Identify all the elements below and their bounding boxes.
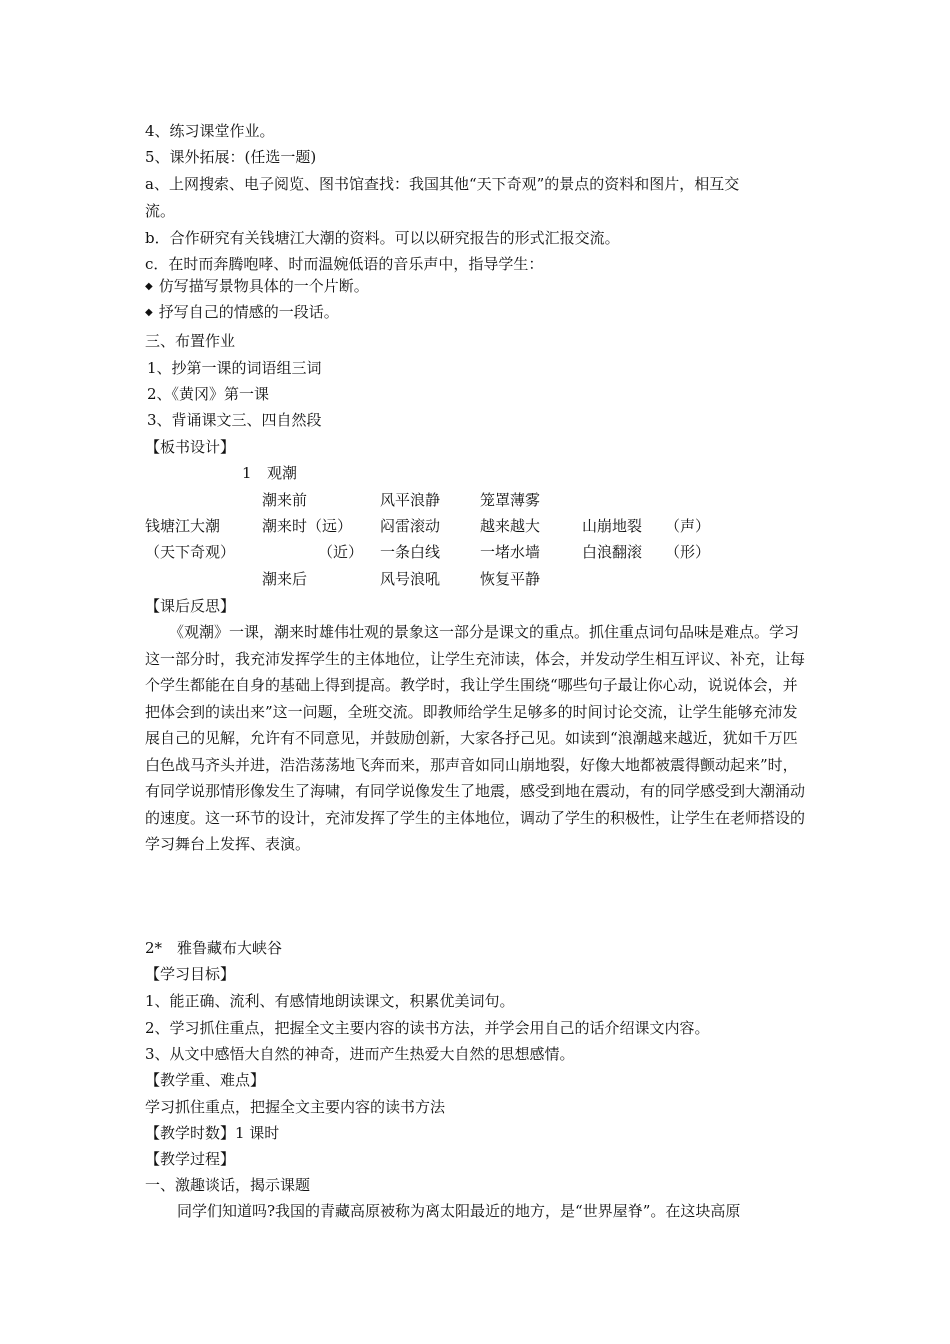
board-left-main: 钱塘江大潮 bbox=[145, 517, 221, 535]
board-phase: 潮来后 bbox=[262, 570, 308, 588]
reflection-heading: 【课后反思】 bbox=[145, 597, 236, 615]
bullet-item: ◆ 抒写自己的情感的一段话。 bbox=[145, 302, 339, 325]
board-cell: 风号浪吼 bbox=[380, 570, 441, 588]
homework-item: 2、《黄冈》第一课 bbox=[147, 385, 270, 403]
key-heading: 【教学重、难点】 bbox=[145, 1071, 266, 1089]
intro-line: 同学们知道吗?我国的青藏高原被称为离太阳最近的地方，是“世界屋脊”。在这块高原 bbox=[177, 1202, 741, 1220]
goal-item: 2、学习抓住重点，把握全文主要内容的读书方法，并学会用自己的话介绍课文内容。 bbox=[145, 1019, 710, 1037]
text-line: 5、课外拓展：(任选一题) bbox=[145, 148, 317, 166]
board-cell: （形） bbox=[665, 543, 711, 561]
board-cell: 恢复平静 bbox=[480, 570, 541, 588]
text-line: b．合作研究有关钱塘江大潮的资料。可以以研究报告的形式汇报交流。 bbox=[145, 229, 620, 247]
lesson-title: 2* 雅鲁藏布大峡谷 bbox=[145, 939, 283, 957]
board-number: 1 bbox=[242, 464, 252, 482]
board-cell: 笼罩薄雾 bbox=[480, 491, 541, 509]
homework-item: 3、背诵课文三、四自然段 bbox=[147, 411, 322, 429]
text-line: 流。 bbox=[145, 202, 176, 220]
board-heading: 【板书设计】 bbox=[145, 438, 236, 456]
text-line: c．在时而奔腾咆哮、时而温婉低语的音乐声中，指导学生： bbox=[145, 255, 544, 273]
board-cell: 一条白线 bbox=[380, 543, 441, 561]
reflection-paragraph: 《观潮》一课，潮来时雄伟壮观的景象这一部分是课文的重点。抓住重点词句品味是难点。学习这一部分时，我充沛发挥学生的主体地位，让学生充沛读，体会，并发动学生相互评议、补充，让每个学生都能在自身的基础上得到提高。教学时，我让学生围绕“哪些句子最让你心动，说说体会，并把体会到的读出来”这一问题，全班交流。即教师给学生足够多的时间讨论交流，让学生能够充沛发展自己的见解，允许有不同意见，并鼓励创新，大家各抒己见。如读到“浪潮越来越近，犹如千万匹白色战马齐头并进，浩浩荡荡地飞奔而来，那声音如同山崩地裂，好像大地都被震得颤动起来”时，有同学说那情形像发生了海啸，有同学说像发生了地震，感受到地在震动，有的同学感受到大潮涌动的速度。这一环节的设计，充沛发挥了学生的主体地位，调动了学生的积极性，让学生在老师搭设的学习舞台上发挥、表演。 bbox=[145, 623, 806, 853]
text-line: 4、练习课堂作业。 bbox=[145, 122, 275, 140]
time-line: 【教学时数】1 课时 bbox=[145, 1124, 280, 1142]
board-phase: 潮来时（远） bbox=[262, 517, 353, 535]
board-title: 观潮 bbox=[267, 464, 298, 482]
text-line: a、上网搜索、电子阅览、图书馆查找：我国其他“天下奇观”的景点的资料和图片，相互交 bbox=[145, 175, 740, 193]
goals-heading: 【学习目标】 bbox=[145, 965, 236, 983]
step-heading: 一、激趣谈话，揭示课题 bbox=[145, 1176, 311, 1194]
board-phase: 潮来前 bbox=[262, 491, 308, 509]
board-left-sub: （天下奇观） bbox=[145, 543, 236, 561]
bullet-item: ◆ 仿写描写景物具体的一个片断。 bbox=[145, 276, 369, 299]
board-cell: 闷雷滚动 bbox=[380, 517, 441, 535]
process-heading: 【教学过程】 bbox=[145, 1150, 236, 1168]
board-cell: 山崩地裂 bbox=[582, 517, 643, 535]
board-cell: 白浪翻滚 bbox=[582, 543, 643, 561]
board-cell: 一堵水墙 bbox=[480, 543, 541, 561]
goal-item: 1、能正确、流利、有感情地朗读课文，积累优美词句。 bbox=[145, 992, 515, 1010]
board-phase: （近） bbox=[318, 543, 364, 561]
board-cell: 风平浪静 bbox=[380, 491, 441, 509]
goal-item: 3、从文中感悟大自然的神奇，进而产生热爱大自然的思想感情。 bbox=[145, 1045, 575, 1063]
homework-item: 1、抄第一课的词语组三词 bbox=[147, 359, 322, 377]
board-cell: 越来越大 bbox=[480, 517, 541, 535]
board-cell: （声） bbox=[665, 517, 711, 535]
section-heading: 三、布置作业 bbox=[145, 332, 236, 350]
key-text: 学习抓住重点，把握全文主要内容的读书方法 bbox=[145, 1098, 446, 1116]
